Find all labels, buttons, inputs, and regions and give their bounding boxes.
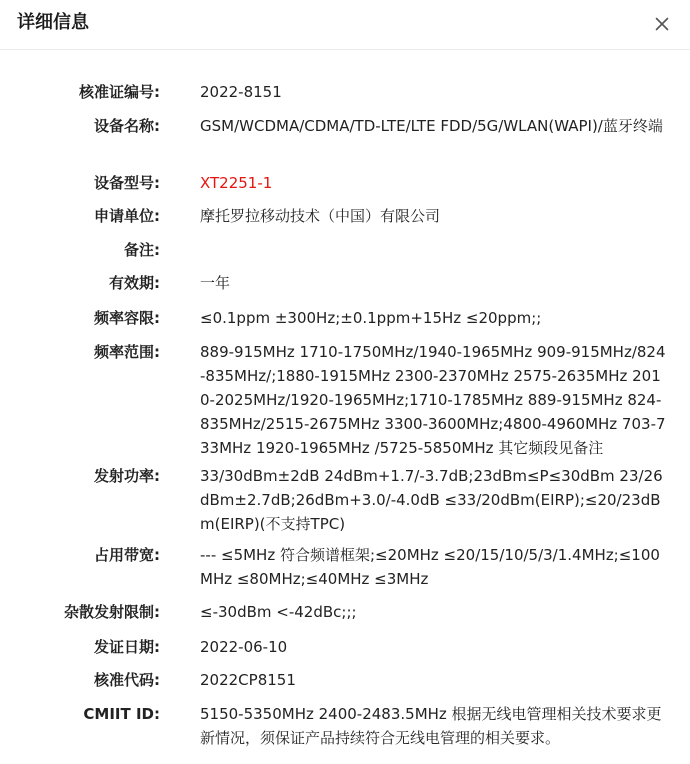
field-value: XT2251-1	[200, 174, 273, 192]
dialog-header	[0, 0, 690, 50]
close-button[interactable]	[650, 12, 674, 36]
field-label: 有效期:	[109, 274, 160, 292]
close-icon	[655, 17, 669, 31]
field-value: 摩托罗拉移动技术（中国）有限公司	[200, 207, 441, 225]
field-value: GSM/WCDMA/CDMA/TD-LTE/LTE FDD/5G/WLAN(WAPI)/蓝牙终端	[200, 117, 663, 135]
field-label: CMIIT ID:	[83, 705, 160, 723]
field-label: 杂散发射限制:	[64, 603, 160, 621]
field-label: 设备型号:	[94, 174, 160, 192]
field-value: 33/30dBm±2dB 24dBm+1.7/-3.7dB;23dBm≤P≤30dBm 23/26dBm±2.7dB;26dBm+3.0/-4.0dB ≤33/20dBm(EIRP);≤20/23dBm(EIRP)(不支持TPC)	[200, 467, 663, 533]
field-label: 核准证编号:	[79, 83, 160, 101]
field-label: 核准代码:	[94, 671, 160, 689]
field-value: 5150-5350MHz 2400-2483.5MHz 根据无线电管理相关技术要求更新情况，须保证产品持续符合无线电管理的相关要求。	[200, 705, 662, 747]
field-label: 频率容限:	[94, 309, 160, 327]
field-value: 2022CP8151	[200, 671, 296, 689]
field-value: 2022-8151	[200, 83, 282, 101]
field-label: 备注:	[124, 241, 160, 259]
field-label: 频率范围:	[94, 343, 160, 361]
field-value: 889-915MHz 1710-1750MHz/1940-1965MHz 909-915MHz/824-835MHz/;1880-1915MHz 2300-2370MHz 2575-2635MHz 2010-2025MHz/1920-1965MHz;1710-1785MHz 889-915MHz 824-835MHz/2515-2675MHz 3300-3600MHz;4800-4960MHz 703-733MHz 1920-1965MHz /5725-5850MHz 其它频段见备注	[200, 343, 666, 457]
field-label: 设备名称:	[94, 117, 160, 135]
field-label: 发射功率:	[94, 467, 160, 485]
field-value: 2022-06-10	[200, 638, 288, 656]
dialog-title: 详细信息	[17, 12, 89, 33]
field-label: 申请单位:	[94, 207, 160, 225]
field-label: 发证日期:	[94, 638, 160, 656]
field-label: 占用带宽:	[94, 546, 160, 564]
field-value: --- ≤5MHz 符合频谱框架;≤20MHz ≤20/15/10/5/3/1.4MHz;≤100MHz ≤80MHz;≤40MHz ≤3MHz	[200, 546, 660, 588]
field-value: ≤0.1ppm ±300Hz;±0.1ppm+15Hz ≤20ppm;;	[200, 309, 542, 327]
field-value: 一年	[200, 274, 231, 292]
field-value: ≤-30dBm <-42dBc;;;	[200, 603, 357, 621]
